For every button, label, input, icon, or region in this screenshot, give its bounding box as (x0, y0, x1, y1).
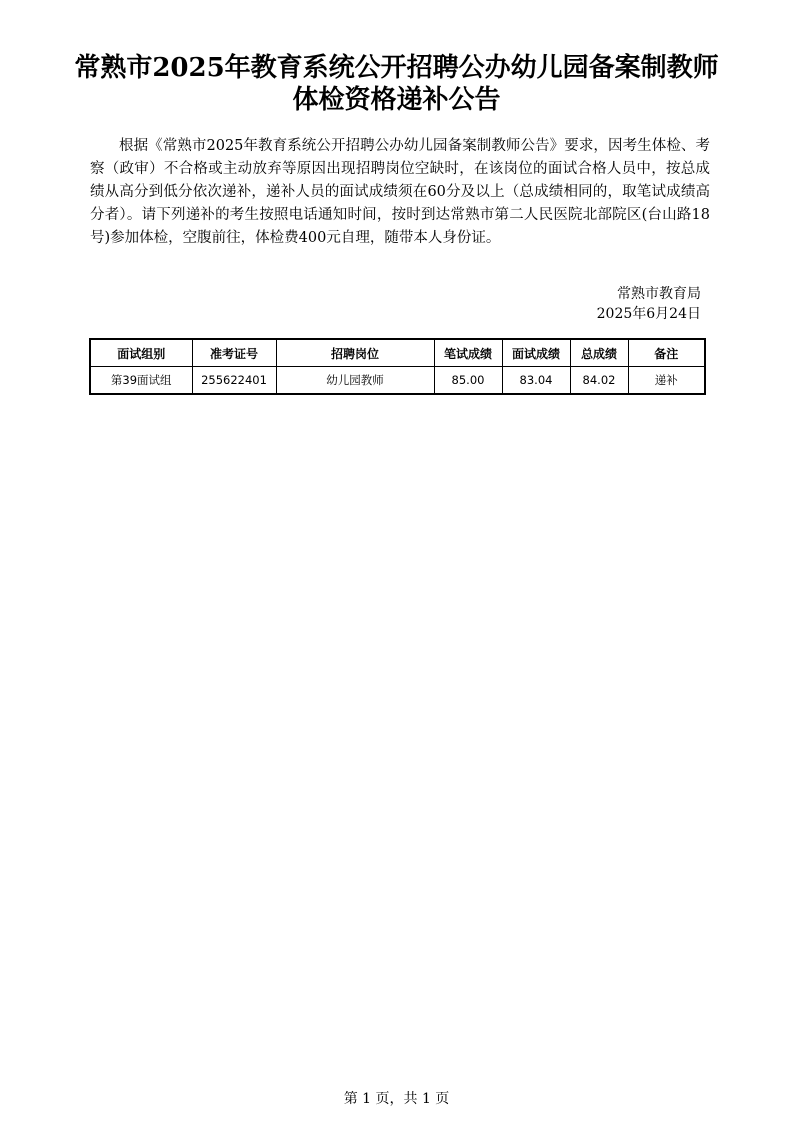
cell-position: 幼儿园教师 (276, 367, 434, 395)
results-table (89, 338, 706, 395)
cell-interview-score: 83.04 (502, 367, 570, 395)
table-header-row (90, 339, 705, 367)
cell-written-score: 85.00 (434, 367, 502, 395)
page-footer: 第 1 页，共 1 页 (343, 1091, 450, 1107)
header-exam-number: 准考证号 (192, 339, 276, 367)
header-interview-group: 面试组别 (90, 339, 192, 367)
header-total-score: 总成绩 (570, 339, 628, 367)
header-remarks: 备注 (628, 339, 705, 367)
cell-interview-group: 第39面试组 (90, 367, 192, 395)
announcement-body: 根据《常熟市2025年教育系统公开招聘公办幼儿园备案制教师公告》要求，因考生体检、考察（政审）不合格或主动放弃等原因出现招聘岗位空缺时，在该岗位的面试合格人员中，按总成绩从高分到低分依次递补，递补人员的面试成绩须在60分及以上（总成绩相同的，取笔试成绩高分者）。请下列递补的考生按照电话通知时间，按时到达常熟市第二人民医院北部院区(台山路18号)参加体检，空腹前往，体检费400元自理，随带本人身份证。 (90, 138, 710, 246)
cell-exam-number: 255622401 (192, 367, 276, 395)
table-row (90, 367, 705, 395)
document-title-line-2: 体检资格递补公告 (292, 85, 501, 115)
cell-total-score: 84.02 (570, 367, 628, 395)
issue-date: 2025年6月24日 (596, 306, 701, 322)
document-title-line-1: 常熟市2025年教育系统公开招聘公办幼儿园备案制教师 (74, 53, 719, 83)
issuing-organization: 常熟市教育局 (617, 286, 701, 302)
header-written-score: 笔试成绩 (434, 339, 502, 367)
header-position: 招聘岗位 (276, 339, 434, 367)
header-interview-score: 面试成绩 (502, 339, 570, 367)
cell-remarks: 递补 (628, 367, 705, 395)
signature-block (597, 284, 701, 324)
